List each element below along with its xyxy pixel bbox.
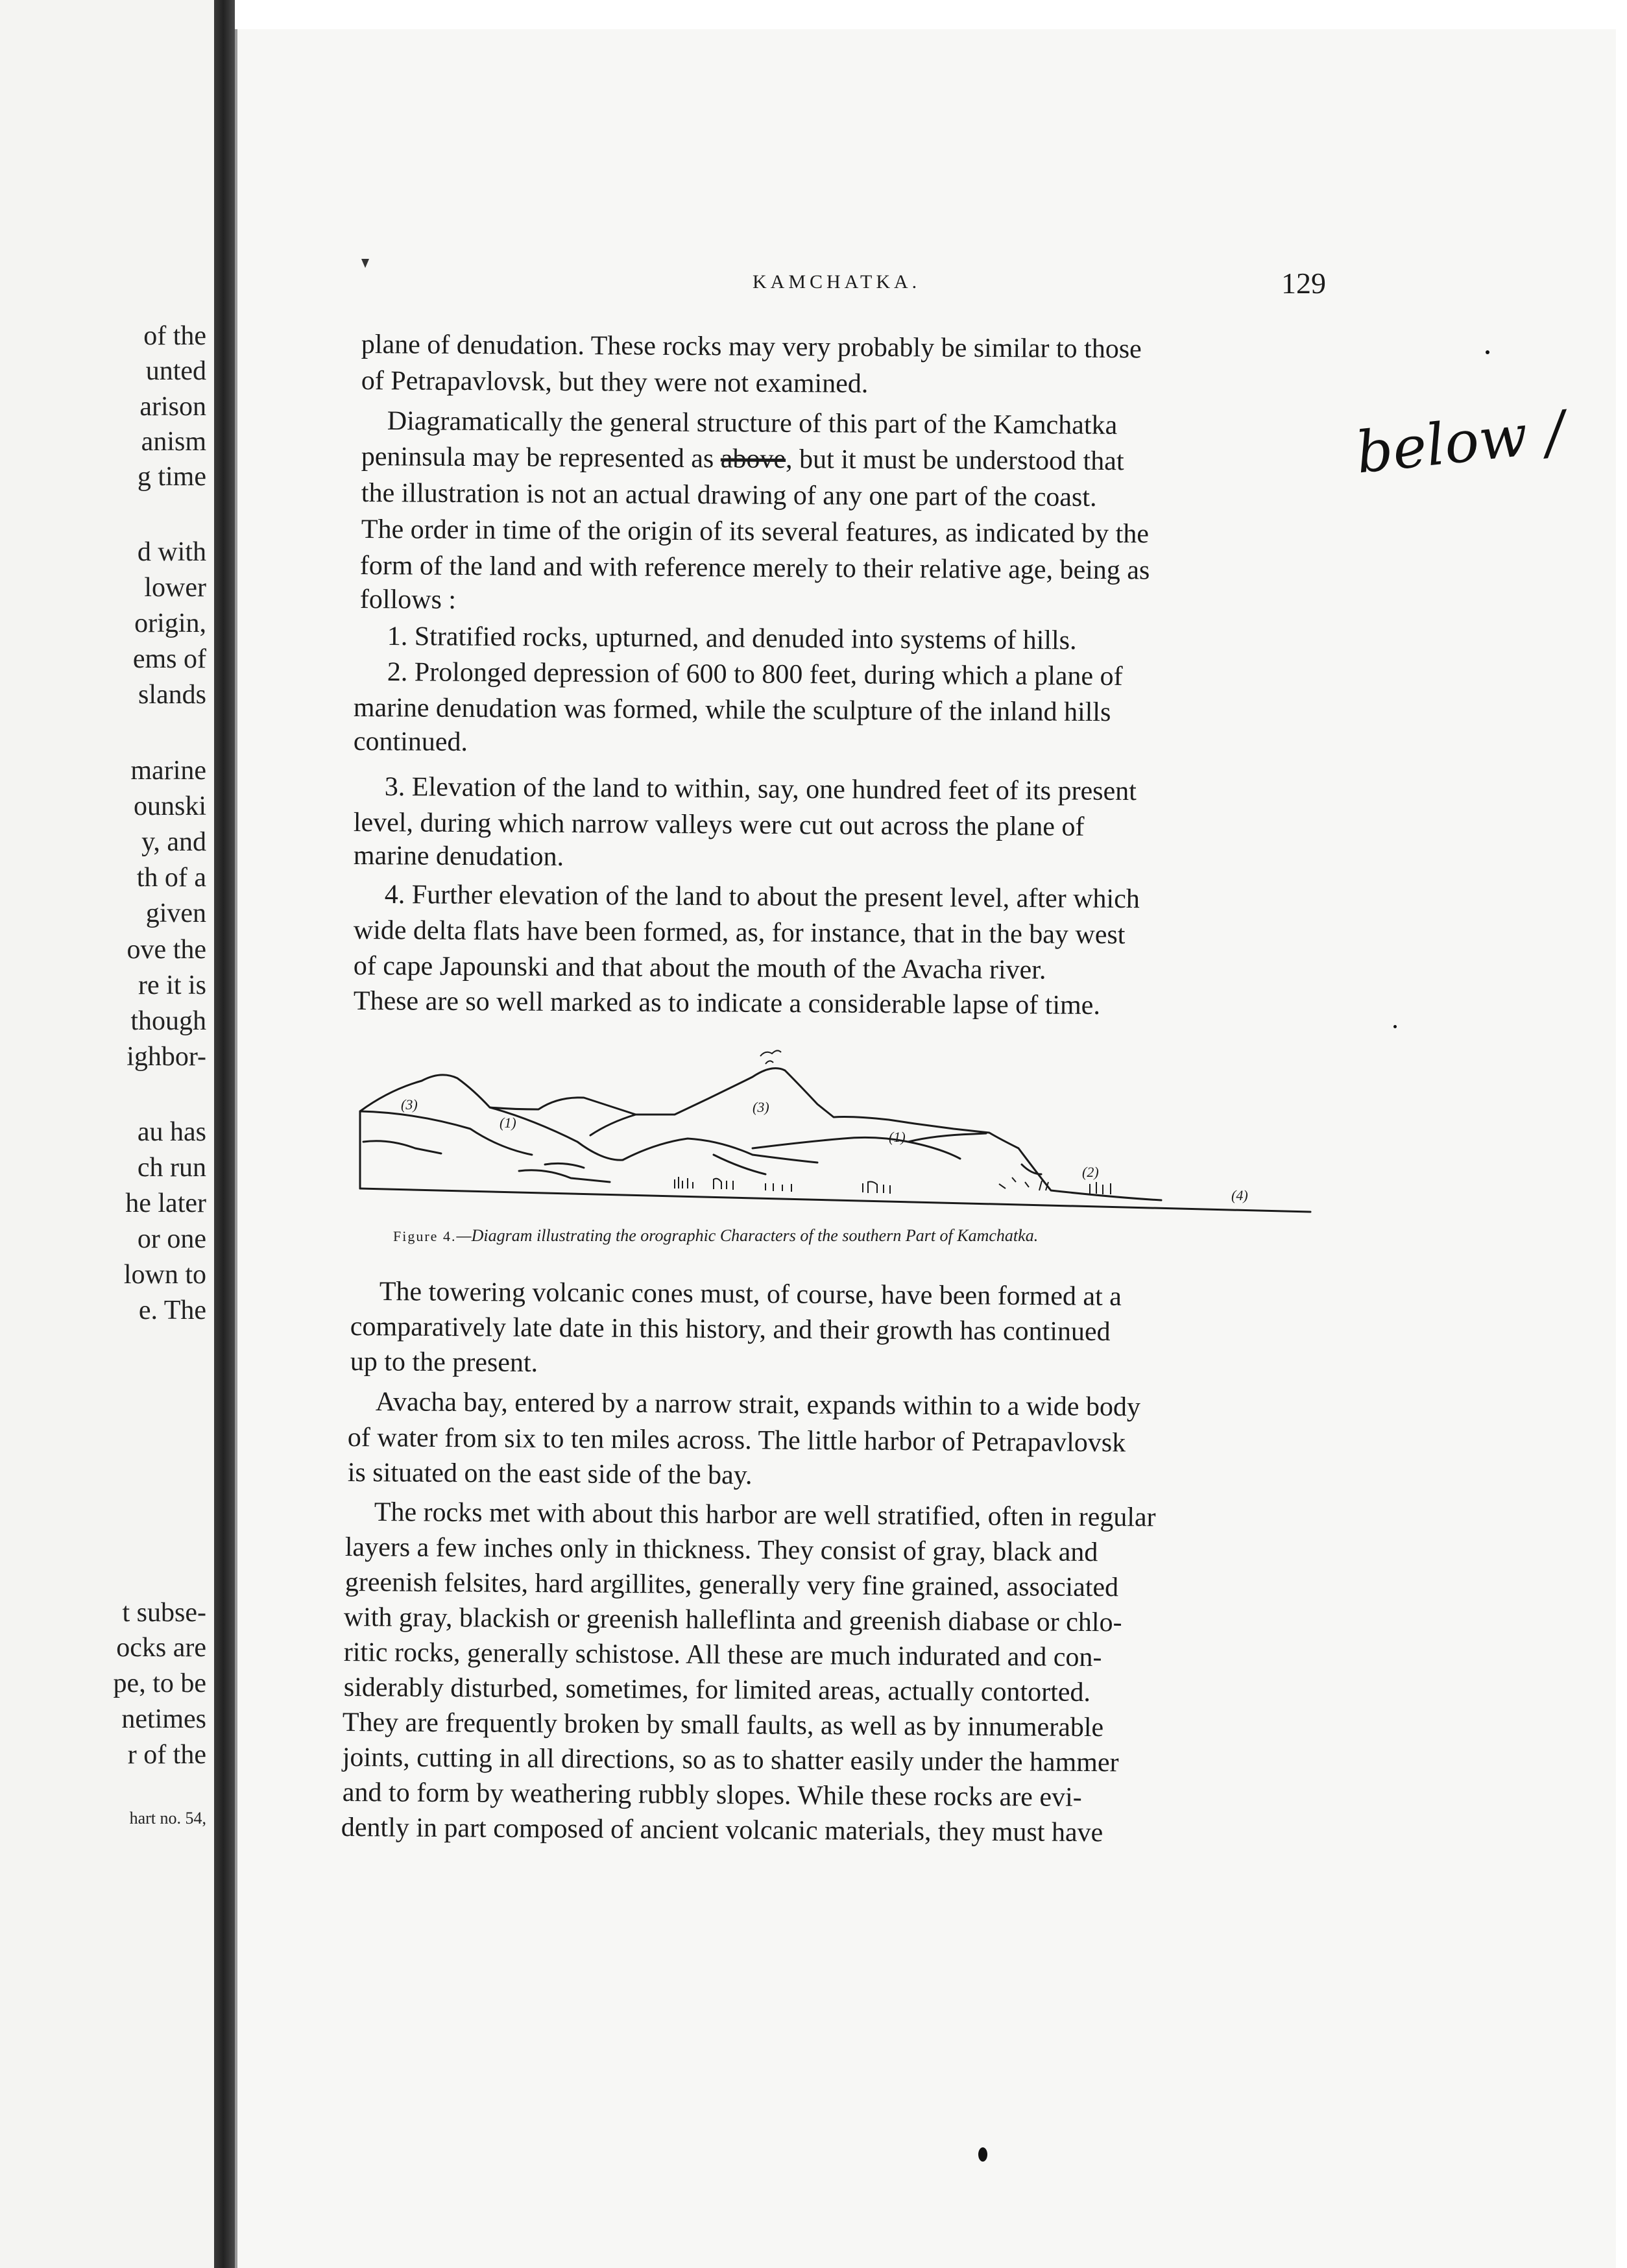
numbered-item: 2. Prolonged depression of 600 to 800 feet, during which a plane of bbox=[387, 657, 1123, 692]
diagram-label: (1) bbox=[500, 1115, 516, 1131]
text-line bbox=[361, 443, 1124, 475]
diagram-label: (2) bbox=[1082, 1164, 1099, 1180]
left-page-line: ch run bbox=[137, 1153, 206, 1183]
text-line: joints, cutting in all directions, so as to shatter easily under the hammer bbox=[342, 1743, 1119, 1778]
text-run: peninsula may be represented as bbox=[361, 442, 714, 474]
text-line: up to the present. bbox=[350, 1347, 538, 1379]
text-line: These are so well marked as to indicate a considerable lapse of time. bbox=[353, 986, 1101, 1021]
text-line: and to form by weathering rubbly slopes. While these rocks are evi- bbox=[342, 1778, 1082, 1813]
scan-speck bbox=[1393, 1025, 1397, 1028]
left-page-line: ems of bbox=[132, 644, 206, 674]
page-number: 129 bbox=[1281, 267, 1326, 300]
left-page-line: though bbox=[130, 1006, 206, 1036]
left-page-line: ounski bbox=[133, 791, 206, 821]
left-page-line: he later bbox=[125, 1188, 206, 1218]
text-line: ritic rocks, generally schistose. All these are much indurated and con- bbox=[343, 1637, 1102, 1673]
figure-caption-text: —Diagram illustrating the orographic Characters of the southern Part of Kamchatka. bbox=[456, 1226, 1039, 1245]
left-page-line: or one bbox=[137, 1224, 206, 1254]
text-line: form of the land and with reference merely to their relative age, being as bbox=[359, 551, 1150, 586]
left-page-line: slands bbox=[138, 680, 206, 710]
diagram-label: (1) bbox=[889, 1129, 906, 1145]
text-line: is situated on the east side of the bay. bbox=[347, 1458, 753, 1491]
left-page-line: arison bbox=[139, 392, 206, 422]
numbered-item: 4. Further elevation of the land to about the present level, after which bbox=[384, 880, 1140, 915]
left-page-line: netimes bbox=[121, 1704, 206, 1734]
left-page-footnote: hart no. 54, bbox=[129, 1809, 206, 1828]
figure-caption-label: Figure 4. bbox=[393, 1228, 457, 1244]
text-line: greenish felsites, hard argillites, generally very fine grained, associated bbox=[344, 1567, 1119, 1603]
text-line: of cape Japounski and that about the mouth of the Avacha river. bbox=[353, 951, 1046, 985]
printer-mark-icon bbox=[361, 258, 370, 269]
text-line: Avacha bay, entered by a narrow strait, expands within to a wide body bbox=[375, 1387, 1141, 1423]
left-page-line: given bbox=[145, 899, 206, 928]
left-page-line: anism bbox=[141, 427, 206, 457]
text-line: wide delta flats have been formed, as, for instance, that in the bay west bbox=[353, 915, 1126, 950]
left-page-line: r of the bbox=[127, 1740, 206, 1770]
left-page-line: d with bbox=[137, 537, 206, 567]
left-page-line: origin, bbox=[134, 609, 206, 638]
left-page-line: unted bbox=[145, 356, 206, 386]
text-line: follows : bbox=[359, 585, 457, 615]
text-line: The towering volcanic cones must, of course, have been formed at a bbox=[379, 1277, 1122, 1312]
scan-speck bbox=[1486, 350, 1489, 354]
left-page-line: lower bbox=[144, 573, 206, 603]
left-page-line: ove the bbox=[127, 935, 206, 965]
text-line: plane of denudation. These rocks may very probably be similar to those bbox=[361, 330, 1142, 365]
struck-word: above bbox=[720, 444, 786, 474]
text-line: level, during which narrow valleys were cut out across the plane of bbox=[353, 808, 1085, 842]
text-line: of Petrapavlovsk, but they were not examined. bbox=[361, 366, 869, 399]
text-line: The order in time of the origin of its several features, as indicated by the bbox=[361, 514, 1150, 549]
figure-caption bbox=[393, 1226, 1038, 1246]
diagram-label: (4) bbox=[1231, 1187, 1248, 1203]
orographic-diagram bbox=[350, 1044, 1317, 1220]
left-page-line: pe, to be bbox=[113, 1669, 206, 1698]
text-line: They are frequently broken by small faults, as well as by innumerable bbox=[342, 1707, 1104, 1743]
text-line: of water from six to ten miles across. The little harbor of Petrapavlovsk bbox=[347, 1423, 1126, 1458]
text-line: Diagramatically the general structure of this part of the Kamchatka bbox=[387, 406, 1118, 440]
text-line: the illustration is not an actual drawing of any one part of the coast. bbox=[361, 478, 1097, 513]
left-page-line: y, and bbox=[141, 827, 206, 857]
diagram-label: (3) bbox=[401, 1096, 418, 1113]
numbered-item: 1. Stratified rocks, upturned, and denuded into systems of hills. bbox=[387, 621, 1077, 656]
left-page-line: t subse- bbox=[122, 1598, 206, 1628]
running-title: KAMCHATKA. bbox=[753, 271, 921, 293]
text-line: marine denudation was formed, while the sculpture of the inland hills bbox=[353, 693, 1111, 728]
diagram-label: (3) bbox=[753, 1099, 769, 1115]
left-page-line: lown to bbox=[123, 1260, 206, 1290]
text-line: comparatively late date in this history, and their growth has continued bbox=[350, 1312, 1111, 1347]
left-page-line: re it is bbox=[138, 971, 206, 1000]
text-line: dently in part composed of ancient volcanic materials, they must have bbox=[341, 1813, 1103, 1848]
previous-page-fragment bbox=[0, 0, 214, 2268]
left-page-line: of the bbox=[143, 321, 206, 351]
left-page-line: ighbor- bbox=[127, 1042, 206, 1072]
left-page-line: e. The bbox=[138, 1296, 206, 1325]
left-page-line: ocks are bbox=[116, 1633, 206, 1663]
text-line: marine denudation. bbox=[353, 841, 564, 872]
left-page-line: marine bbox=[130, 756, 206, 786]
text-line: layers a few inches only in thickness. They consist of gray, black and bbox=[344, 1532, 1098, 1568]
scan-speck bbox=[978, 2147, 987, 2162]
text-run: , but it must be understood that bbox=[785, 444, 1124, 477]
text-line: continued. bbox=[353, 727, 468, 758]
left-page-line: au has bbox=[137, 1117, 206, 1147]
text-line: with gray, blackish or greenish halleflinta and greenish diabase or chlo- bbox=[343, 1602, 1122, 1638]
text-line: siderably disturbed, sometimes, for limited areas, actually contorted. bbox=[343, 1672, 1091, 1708]
text-line: The rocks met with about this harbor are well stratified, often in regular bbox=[374, 1497, 1156, 1533]
numbered-item: 3. Elevation of the land to within, say, one hundred feet of its present bbox=[384, 772, 1137, 807]
handwritten-correction: below / bbox=[1353, 398, 1568, 487]
book-gutter bbox=[214, 0, 235, 2268]
left-page-line: th of a bbox=[136, 863, 206, 893]
left-page-line: g time bbox=[137, 462, 206, 492]
